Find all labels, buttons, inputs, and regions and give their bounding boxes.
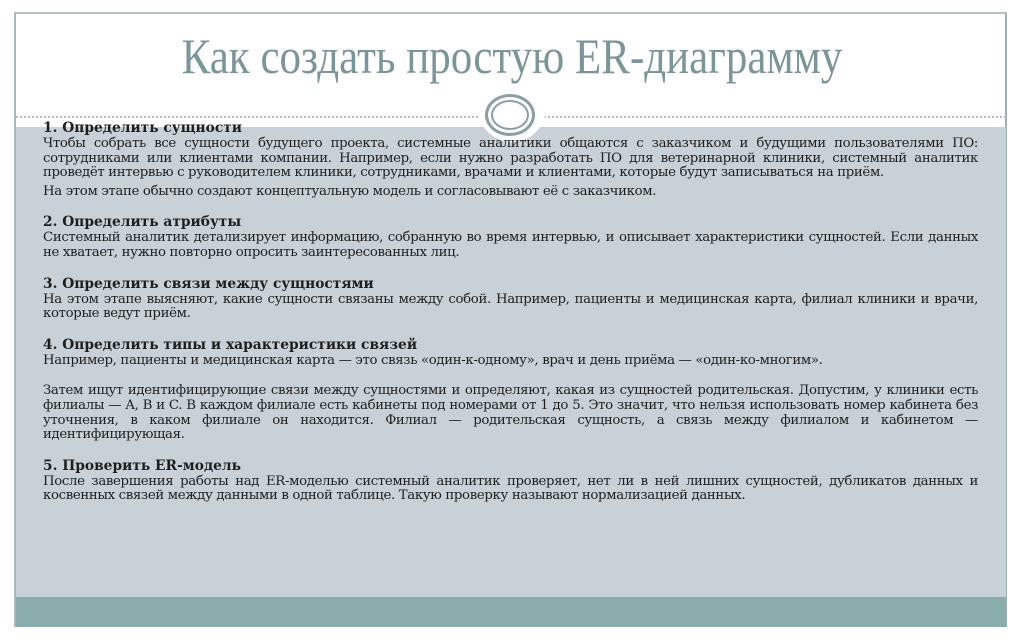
slide-content bbox=[43, 120, 978, 519]
section-define-relationships bbox=[43, 276, 978, 322]
section-paragraph: На этом этапе выясняют, какие сущности связаны между собой. Например, пациенты и медицинская карта, филиал клиники и врачи, которые ведут приём. bbox=[43, 291, 978, 322]
section-paragraph: Например, пациенты и медицинская карта — это связь «один-к-одному», врач и день приёма — «один-ко-многим». bbox=[43, 352, 823, 368]
section-heading: 2. Определить атрибуты bbox=[43, 214, 242, 231]
section-paragraph: После завершения работы над ER-моделью системный аналитик проверяет, нет ли в ней лишних сущностей, дубликатов данных и косвенных связей между данными в одной таблице. Такую проверку называют нормализацией данных. bbox=[43, 473, 978, 504]
section-heading: 3. Определить связи между сущностями bbox=[43, 275, 374, 292]
section-define-entities bbox=[43, 120, 978, 199]
section-heading: 4. Определить типы и характеристики связей bbox=[43, 336, 418, 353]
footer-band bbox=[16, 597, 1006, 627]
section-paragraph: Чтобы собрать все сущности будущего проекта, системные аналитики общаются с заказчиком и будущими пользователями ПО: сотрудниками или клиентами компании. Например, если нужно разработать ПО для ветеринарной клиники, системный аналитик проведёт интервью с руководителем клиники, сотрудниками, врачами и клиентами, которые будут записываться на приём. bbox=[43, 136, 978, 181]
section-paragraph: Системный аналитик детализирует информацию, собранную во время интервью, и описывает характеристики сущностей. Если данных не хватает, нужно повторно опросить заинтересованных лиц. bbox=[43, 230, 978, 260]
section-verify-er-model bbox=[43, 458, 978, 504]
section-define-attributes bbox=[43, 214, 978, 260]
section-paragraph: На этом этапе обычно создают концептуальную модель и согласовывают её с заказчиком. bbox=[43, 183, 657, 199]
section-heading: 1. Определить сущности bbox=[43, 120, 243, 136]
section-paragraph: Затем ищут идентифицирующие связи между сущностями и определяют, какая из сущностей родительская. Допустим, у клиники есть филиалы — A, B и C. В каждом филиале есть кабинеты под номерами от 1 до 5. Это значит, что нельзя использовать номер кабинета без уточнения, в каком филиале он находится. Филиал — родительская сущность, а связь между филиалом и кабинетом — идентифицирующая. bbox=[43, 383, 978, 443]
section-heading: 5. Проверить ER-модель bbox=[43, 457, 242, 474]
slide-title: Как создать простую ER-диаграмму bbox=[181, 28, 843, 84]
section-relationship-types bbox=[43, 337, 978, 443]
